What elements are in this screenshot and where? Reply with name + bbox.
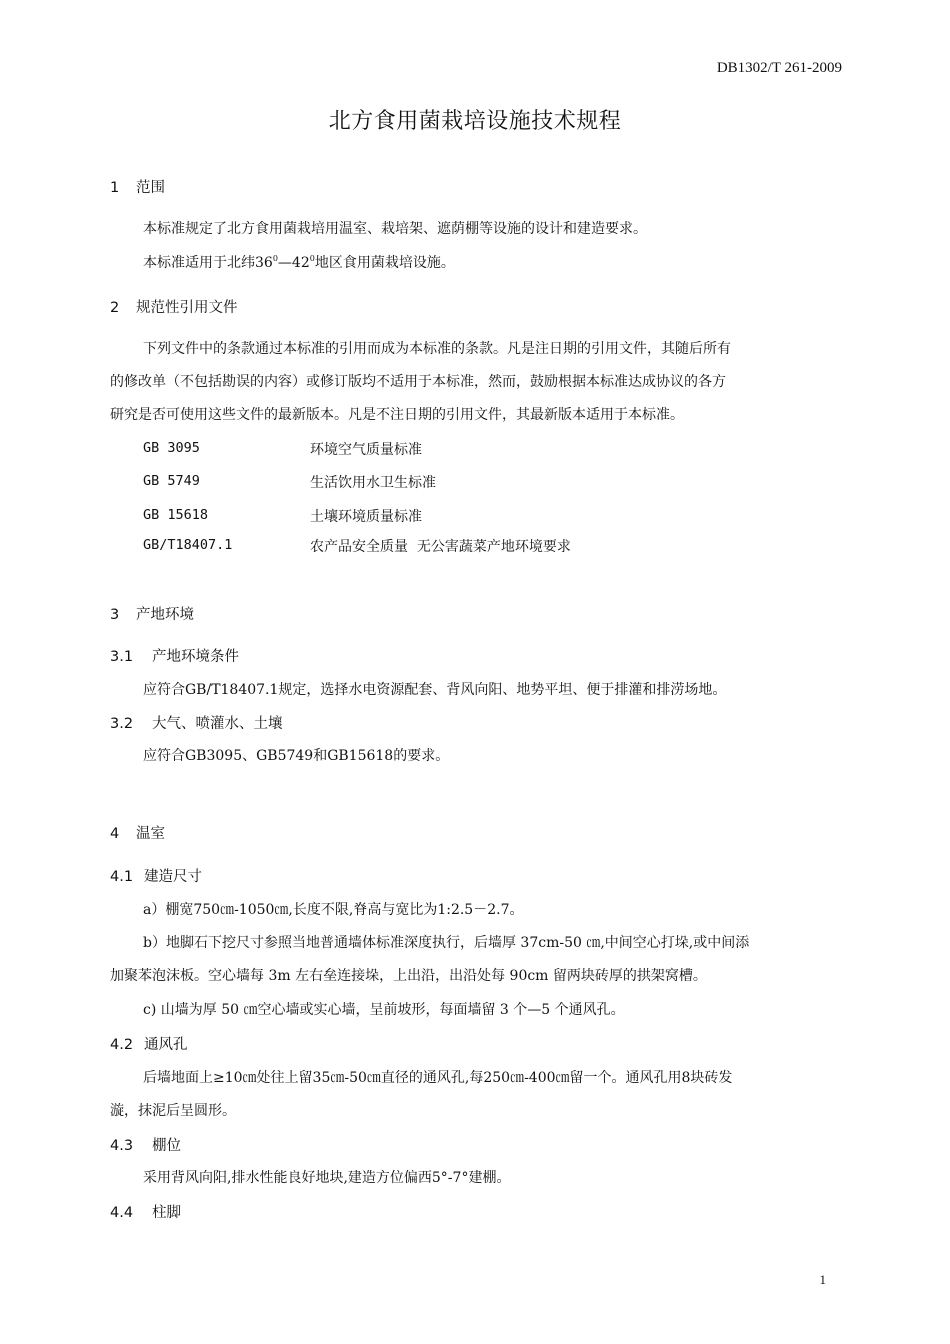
section-number: 2 [110, 300, 120, 316]
section-title: 产地环境 [136, 607, 194, 623]
reference-title: 生活饮用水卫生标准 [310, 475, 436, 491]
reference-code: GB/T18407.1 [143, 537, 233, 553]
section-number: 4 [110, 826, 120, 842]
subsection-4-2-line-2: 漩，抹泥后呈圆形。 [110, 1103, 236, 1119]
section-1-heading [110, 176, 165, 197]
subsection-3-2-paragraph: 应符合GB3095、GB5749和GB15618的要求。 [143, 748, 450, 764]
text-fragment: 本标准适用于北纬36 [143, 255, 273, 271]
section-2-line-2: 的修改单（不包括勘误的内容）或修订版均不适用于本标准，然而，鼓励根据本标准达成协议的各方 [110, 374, 726, 390]
section-title: 棚位 [152, 1138, 181, 1154]
subsection-4-2-line-1: 后墙地面上≥10㎝处往上留35㎝-50㎝直径的通风孔,每250㎝-400㎝留一个。通风孔用8块砖发 [143, 1070, 733, 1086]
section-number: 4.1 [110, 869, 134, 885]
reference-title: 农产品安全质量 无公害蔬菜产地环境要求 [310, 539, 571, 555]
section-2-heading [110, 296, 238, 317]
degree-mark: 0 [309, 254, 315, 263]
subsection-4-3-heading [110, 1134, 181, 1155]
reference-title: 土壤环境质量标准 [310, 509, 422, 525]
standard-number: DB1302/T 261-2009 [716, 60, 842, 76]
section-title: 范围 [136, 180, 165, 196]
section-number: 3.1 [110, 649, 134, 665]
section-number: 1 [110, 180, 120, 196]
subsection-3-1-heading [110, 645, 239, 666]
section-title: 通风孔 [144, 1037, 188, 1053]
text-fragment: 地区食用菌栽培设施。 [314, 255, 455, 271]
section-3-heading [110, 603, 194, 624]
section-1-paragraph-2 [143, 252, 455, 272]
section-title: 大气、喷灌水、土壤 [152, 716, 283, 732]
document-title: 北方食用菌栽培设施技术规程 [328, 109, 622, 134]
reference-code: GB 5749 [143, 473, 200, 489]
section-title: 温室 [136, 826, 165, 842]
section-1-paragraph-1: 本标准规定了北方食用菌栽培用温室、栽培架、遮荫棚等设施的设计和建造要求。 [143, 221, 647, 237]
item-c: c) 山墙为厚 50 ㎝空心墙或实心墙，呈前坡形，每面墙留 3 个—5 个通风孔。 [143, 1002, 625, 1018]
section-2-line-1: 下列文件中的条款通过本标准的引用而成为本标准的条款。凡是注日期的引用文件，其随后所有 [143, 341, 731, 357]
degree-mark: 0 [272, 254, 278, 263]
section-number: 3.2 [110, 716, 134, 732]
reference-code: GB 15618 [143, 507, 209, 523]
subsection-4-4-heading [110, 1201, 181, 1222]
subsection-4-3-paragraph: 采用背风向阳,排水性能良好地块,建造方位偏西5°-7°建棚。 [143, 1170, 511, 1186]
subsection-3-2-heading [110, 712, 283, 733]
section-4-heading [110, 822, 165, 843]
subsection-4-2-heading [110, 1033, 188, 1054]
text-fragment: —42 [277, 255, 310, 271]
subsection-4-1-heading [110, 865, 202, 886]
reference-title: 环境空气质量标准 [310, 442, 422, 458]
section-title: 柱脚 [152, 1205, 181, 1221]
section-number: 4.4 [110, 1205, 134, 1221]
item-b-line-1: b）地脚石下挖尺寸参照当地普通墙体标准深度执行，后墙厚 37cm-50 ㎝,中间空心打垛,或中间添 [143, 935, 750, 951]
section-title: 规范性引用文件 [136, 300, 238, 316]
item-b-line-2: 加聚苯泡沫板。空心墙每 3m 左右垒连接垛，上出沿，出沿处每 90cm 留两块砖厚的拱架窝槽。 [110, 968, 707, 984]
section-title: 建造尺寸 [144, 869, 202, 885]
section-number: 3 [110, 607, 120, 623]
page-number: 1 [819, 1272, 826, 1287]
reference-code: GB 3095 [143, 440, 200, 456]
section-title: 产地环境条件 [152, 649, 239, 665]
section-2-line-3: 研究是否可使用这些文件的最新版本。凡是不注日期的引用文件，其最新版本适用于本标准。 [110, 407, 684, 423]
section-number: 4.3 [110, 1138, 134, 1154]
section-number: 4.2 [110, 1037, 134, 1053]
item-a: a）棚宽750㎝-1050㎝,长度不限,脊高与宽比为1:2.5－2.7。 [143, 902, 524, 918]
subsection-3-1-paragraph: 应符合GB/T18407.1规定，选择水电资源配套、背风向阳、地势平坦、便于排灌和排涝场地。 [143, 682, 727, 698]
